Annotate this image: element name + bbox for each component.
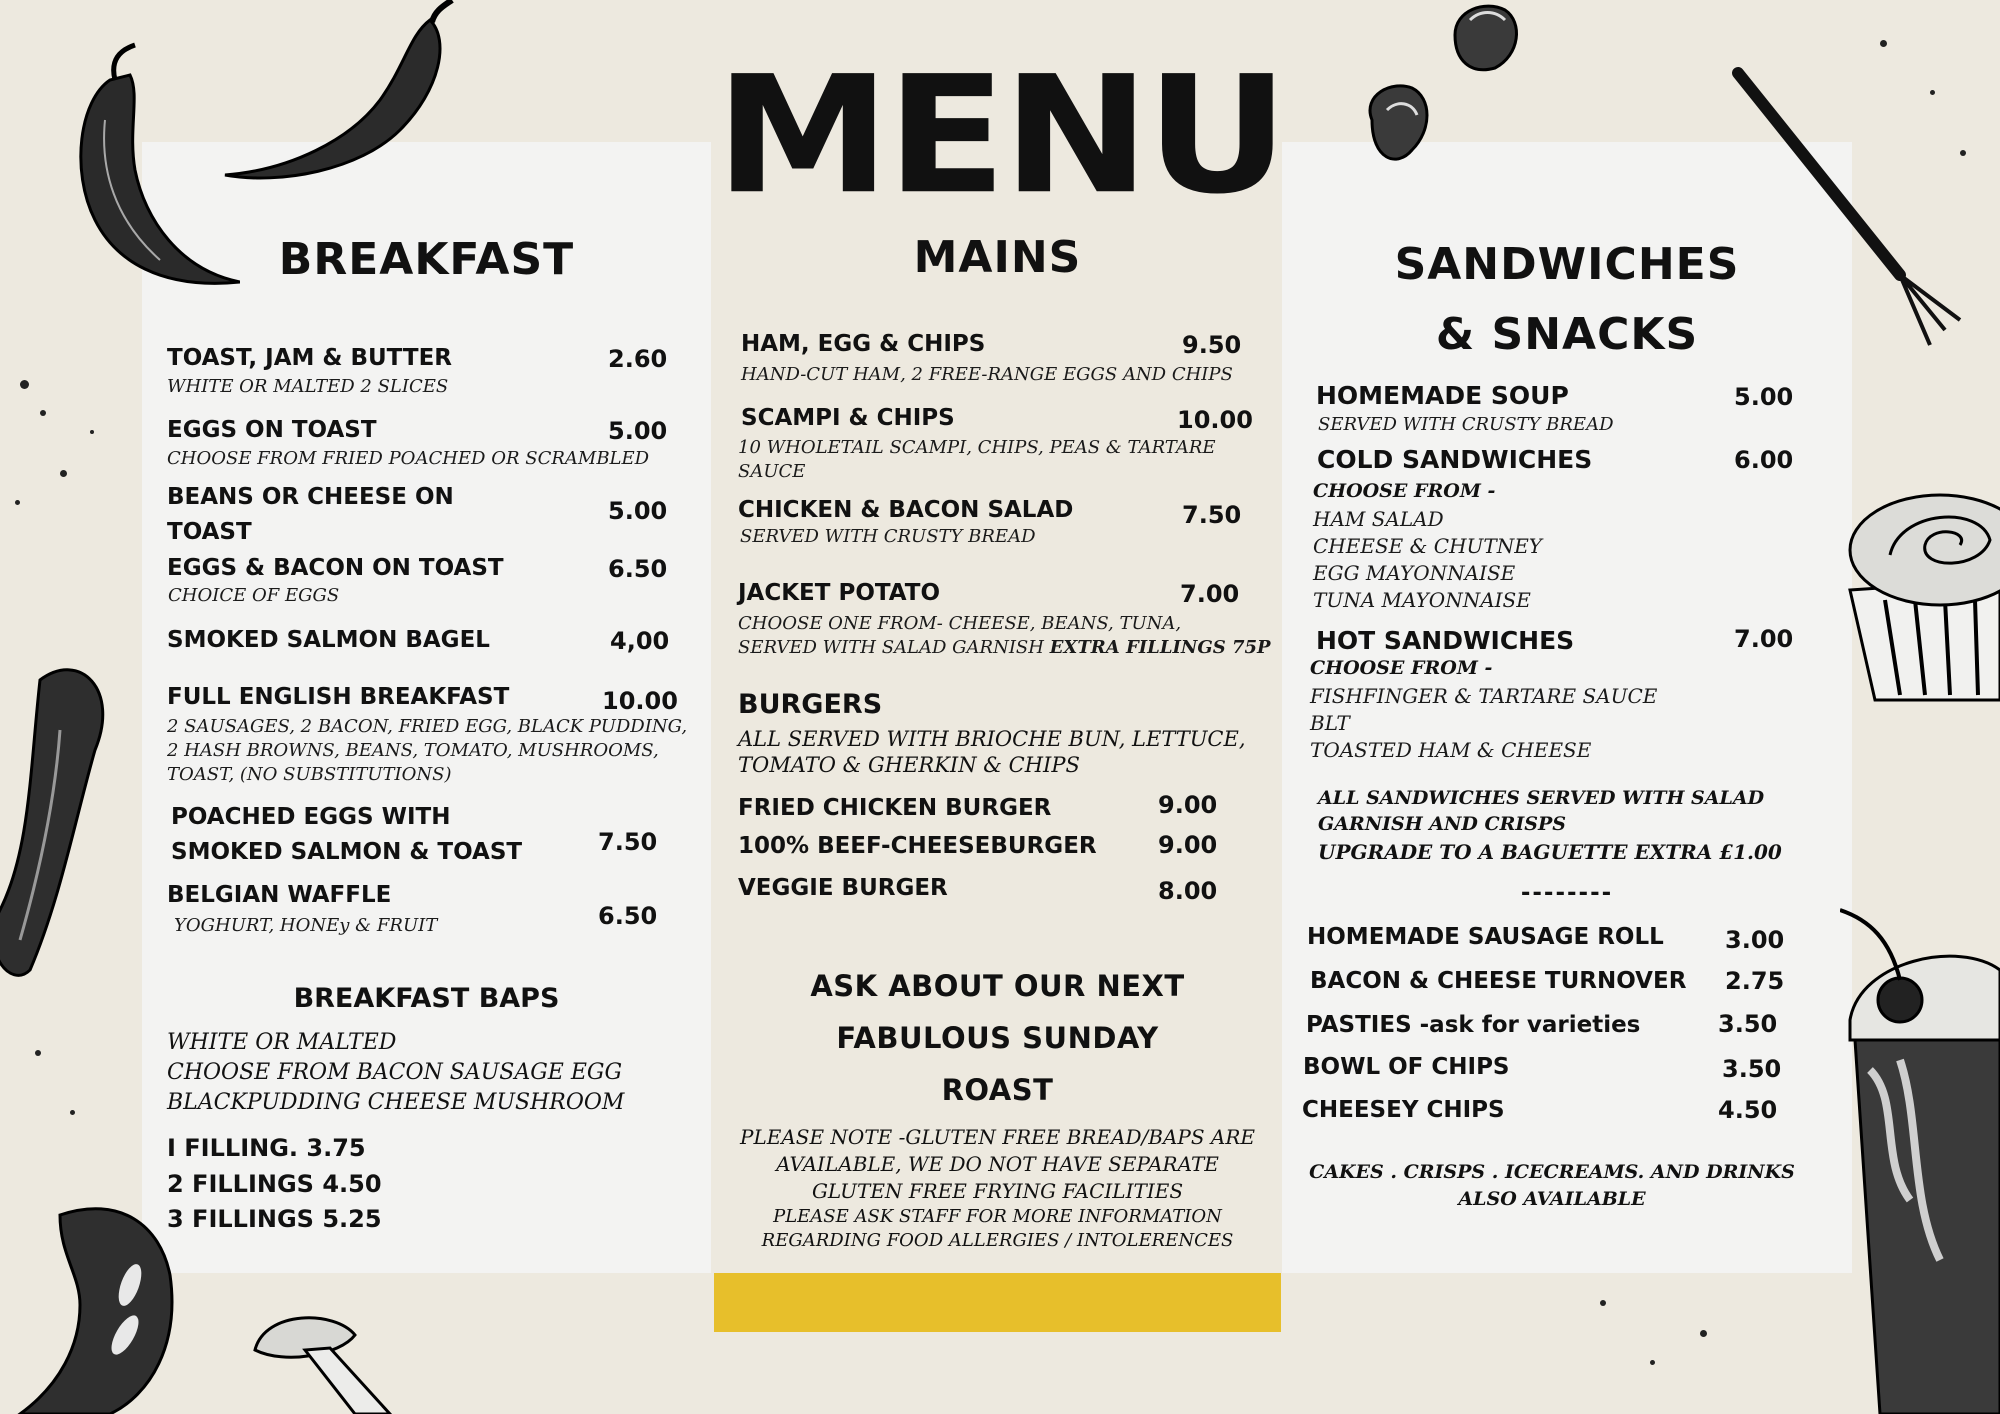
ink-speck [1600, 1300, 1606, 1306]
menu-item-description: SERVED WITH CRUSTY BREAD [740, 526, 1036, 547]
menu-item-description: CHOICE OF EGGS [168, 585, 340, 606]
menu-item-name: SMOKED SALMON BAGEL [167, 627, 490, 653]
sausage-icon [0, 1195, 190, 1414]
breakfast-baps-heading: BREAKFAST BAPS [293, 983, 560, 1014]
hazelnut-icon [1445, 0, 1525, 75]
baps-description: WHITE OR MALTED [167, 1030, 397, 1055]
page-title: MENU [715, 41, 1285, 230]
menu-item-description: 10 WHOLETAIL SCAMPI, CHIPS, PEAS & TARTARE [738, 437, 1216, 458]
menu-item-name: CHICKEN & BACON SALAD [738, 497, 1074, 523]
menu-item-price: 10.00 [602, 687, 678, 715]
menu-item-name: SMOKED SALMON & TOAST [171, 839, 523, 865]
ink-speck [60, 470, 67, 477]
menu-item-name: BEANS OR CHEESE ON [167, 484, 454, 510]
mains-heading: MAINS [913, 232, 1082, 283]
menu-item-name: HOMEMADE SAUSAGE ROLL [1307, 924, 1664, 950]
note-line: PLEASE ASK STAFF FOR MORE INFORMATION [773, 1206, 1222, 1227]
sandwich-option: TOASTED HAM & CHEESE [1310, 738, 1592, 762]
ink-speck [70, 1110, 75, 1115]
footer-line: CAKES . CRISPS . ICECREAMS. AND DRINKS [1309, 1161, 1795, 1183]
section-divider: -------- [1520, 880, 1614, 906]
menu-item-price: 7.50 [598, 828, 658, 856]
menu-item-name: BACON & CHEESE TURNOVER [1310, 968, 1687, 994]
menu-item-name: TOAST, JAM & BUTTER [167, 345, 452, 371]
menu-item-price: 9.50 [1182, 331, 1242, 359]
jacket-desc-text: SERVED WITH SALAD GARNISH [738, 637, 1050, 658]
extra-fillings-note: EXTRA FILLINGS 75P [1049, 637, 1271, 658]
ink-speck [1960, 150, 1966, 156]
baps-filling-price: I FILLING. 3.75 [167, 1134, 366, 1162]
menu-item-name: BELGIAN WAFFLE [167, 882, 392, 908]
burgers-heading: BURGERS [738, 689, 883, 720]
hazelnut-icon [1352, 80, 1434, 170]
menu-item-description: YOGHURT, HONEy & FRUIT [174, 915, 438, 936]
sandwich-option: TUNA MAYONNAISE [1313, 588, 1531, 612]
milkshake-icon [1840, 900, 2000, 1414]
menu-item-name: FRIED CHICKEN BURGER [738, 795, 1052, 821]
note-line: GLUTEN FREE FRYING FACILITIES [811, 1179, 1184, 1203]
menu-item-price: 4.50 [1718, 1096, 1778, 1124]
menu-item-description: HAND-CUT HAM, 2 FREE-RANGE EGGS AND CHIPS [741, 364, 1233, 385]
menu-item-price: 2.75 [1725, 967, 1785, 995]
menu-item-price: 9.00 [1158, 831, 1218, 859]
menu-item-description: CHOOSE ONE FROM- CHEESE, BEANS, TUNA, [738, 613, 1182, 634]
ink-speck [1880, 40, 1887, 47]
menu-item-name: BOWL OF CHIPS [1303, 1054, 1510, 1080]
menu-item-price: 6.50 [608, 555, 668, 583]
heading-line: SANDWICHES [1394, 239, 1740, 290]
menu-item-name: EGGS & BACON ON TOAST [167, 555, 504, 581]
menu-item-description: SAUCE [738, 461, 806, 482]
menu-item-name: 100% BEEF-CHEESEBURGER [738, 833, 1097, 859]
burgers-description: ALL SERVED WITH BRIOCHE BUN, LETTUCE, [738, 727, 1246, 751]
menu-item-price: 6.50 [598, 902, 658, 930]
sunday-roast-callout [714, 960, 1281, 1116]
menu-item-price: 5.00 [608, 497, 668, 525]
menu-item-name: POACHED EGGS WITH [171, 804, 451, 830]
sandwich-option: FISHFINGER & TARTARE SAUCE [1310, 684, 1658, 708]
menu-item-description: TOAST, (NO SUBSTITUTIONS) [167, 764, 452, 785]
sandwiches-heading [1282, 230, 1852, 370]
ink-speck [1930, 90, 1935, 95]
sandwich-note: GARNISH AND CRISPS [1318, 813, 1567, 835]
chilli-pepper-icon [220, 0, 460, 190]
menu-item-price: 5.00 [608, 417, 668, 445]
menu-item-name: FULL ENGLISH BREAKFAST [167, 684, 510, 710]
menu-item-description: 2 SAUSAGES, 2 BACON, FRIED EGG, BLACK PUDDING, [167, 716, 688, 737]
menu-item-name: SCAMPI & CHIPS [741, 405, 955, 431]
menu-item-price: 9.00 [1158, 791, 1218, 819]
menu-item-name: TOAST [167, 519, 252, 545]
menu-item-price: 7.00 [1734, 625, 1794, 653]
accent-bar [714, 1273, 1281, 1332]
menu-item-price: 3.50 [1722, 1055, 1782, 1083]
note-line: REGARDING FOOD ALLERGIES / INTOLERENCES [761, 1230, 1234, 1251]
menu-item-price: 7.50 [1182, 501, 1242, 529]
sandwich-option: HAM SALAD [1313, 507, 1444, 531]
menu-item-name: HOT SANDWICHES [1316, 626, 1575, 655]
sandwich-option: EGG MAYONNAISE [1313, 561, 1516, 585]
menu-item-price: 8.00 [1158, 877, 1218, 905]
ink-speck [40, 410, 46, 416]
baps-filling-price: 2 FILLINGS 4.50 [167, 1170, 382, 1198]
menu-item-price: 5.00 [1734, 383, 1794, 411]
menu-item-price: 3.00 [1725, 926, 1785, 954]
burgers-description: TOMATO & GHERKIN & CHIPS [738, 753, 1080, 777]
footer-line: ALSO AVAILABLE [1458, 1188, 1646, 1210]
ink-speck [1700, 1330, 1707, 1337]
menu-item-price: 10.00 [1177, 406, 1253, 434]
menu-item-name: HOMEMADE SOUP [1316, 381, 1569, 410]
menu-item-name: JACKET POTATO [738, 580, 941, 606]
menu-item-name: COLD SANDWICHES [1317, 445, 1593, 474]
mushroom-icon [245, 1310, 425, 1414]
ink-speck [1650, 1360, 1655, 1365]
choose-from-label: CHOOSE FROM - [1313, 480, 1496, 502]
menu-item-description: WHITE OR MALTED 2 SLICES [167, 376, 449, 397]
note-line: AVAILABLE, WE DO NOT HAVE SEPARATE [776, 1152, 1219, 1176]
menu-item-description: SERVED WITH CRUSTY BREAD [1318, 414, 1614, 435]
menu-item-price: 6.00 [1734, 446, 1794, 474]
menu-item-description [738, 637, 1271, 658]
menu-item-name: HAM, EGG & CHIPS [741, 331, 986, 357]
ink-speck [35, 1050, 41, 1056]
sausage-icon [0, 650, 120, 990]
callout-line: ROAST [941, 1073, 1054, 1107]
note-line: PLEASE NOTE -GLUTEN FREE BREAD/BAPS ARE [739, 1125, 1256, 1149]
sandwich-note: ALL SANDWICHES SERVED WITH SALAD [1318, 787, 1765, 809]
menu-item-description: CHOOSE FROM FRIED POACHED OR SCRAMBLED [167, 448, 650, 469]
callout-line: ASK ABOUT OUR NEXT [810, 969, 1185, 1003]
menu-item-name: EGGS ON TOAST [167, 417, 377, 443]
cinnamon-roll-icon [1830, 460, 2000, 720]
heading-line: & SNACKS [1435, 309, 1699, 360]
menu-item-price: 2.60 [608, 345, 668, 373]
menu-item-name: CHEESEY CHIPS [1302, 1097, 1505, 1123]
sandwich-option: BLT [1310, 711, 1350, 735]
breakfast-heading: BREAKFAST [278, 234, 575, 285]
menu-item-description: 2 HASH BROWNS, BEANS, TOMATO, MUSHROOMS, [167, 740, 659, 761]
ink-speck [15, 500, 20, 505]
sandwich-option: CHEESE & CHUTNEY [1313, 534, 1543, 558]
menu-item-name: PASTIES -ask for varieties [1306, 1012, 1641, 1038]
menu-item-price: 3.50 [1718, 1010, 1778, 1038]
ink-speck [90, 430, 94, 434]
choose-from-label: CHOOSE FROM - [1310, 657, 1493, 679]
allergen-note [714, 1124, 1281, 1253]
availability-footer [1282, 1159, 1822, 1213]
ink-speck [20, 380, 29, 389]
callout-line: FABULOUS SUNDAY [836, 1021, 1159, 1055]
menu-item-name: VEGGIE BURGER [738, 875, 948, 901]
menu-item-price: 4,00 [610, 627, 670, 655]
baps-description: CHOOSE FROM BACON SAUSAGE EGG [167, 1060, 623, 1085]
baps-description: BLACKPUDDING CHEESE MUSHROOM [167, 1090, 625, 1115]
baps-filling-price: 3 FILLINGS 5.25 [167, 1205, 382, 1233]
menu-item-price: 7.00 [1180, 580, 1240, 608]
sandwich-note: UPGRADE TO A BAGUETTE EXTRA £1.00 [1318, 840, 1782, 864]
